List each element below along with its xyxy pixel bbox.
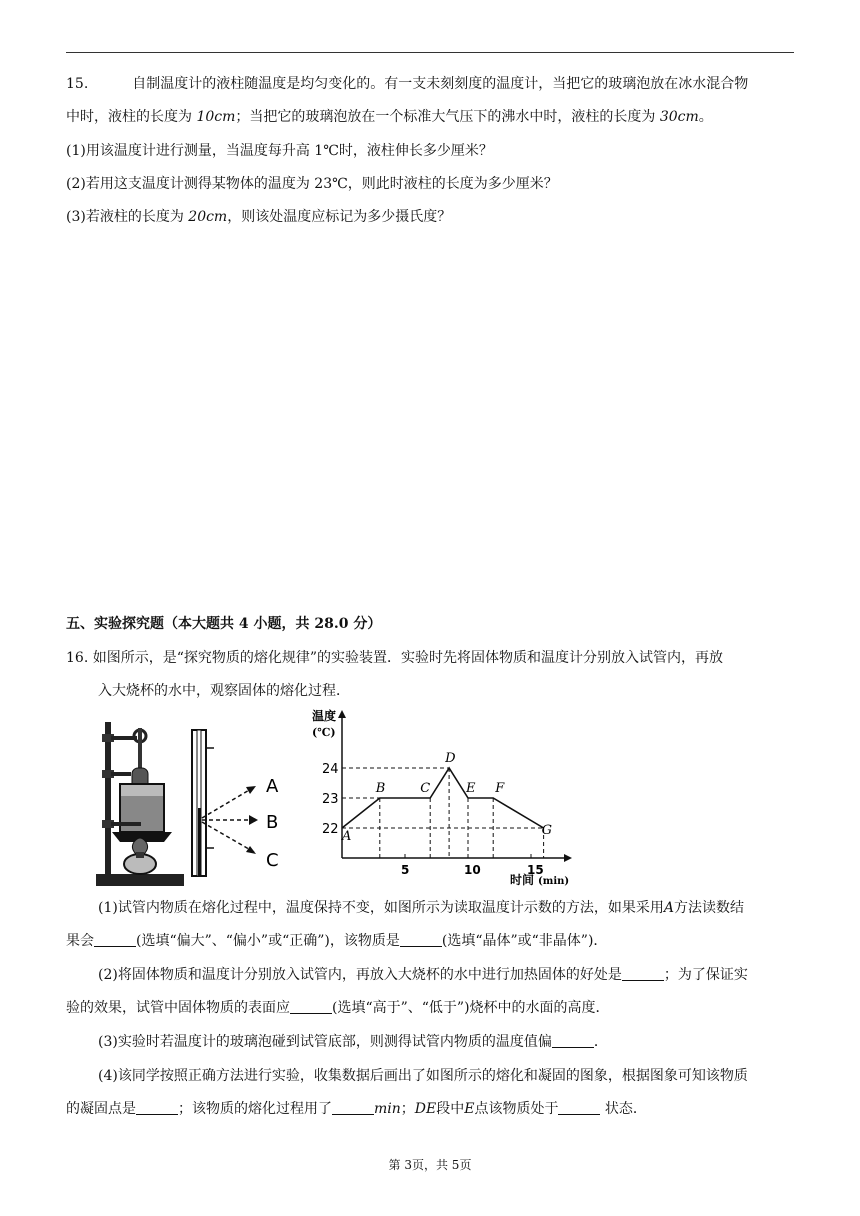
y-tick-label-24: 24 [322, 762, 339, 777]
point-label-C: C [420, 781, 431, 796]
x-tick-label-15: 15 [527, 863, 544, 877]
point-label-B: B [375, 781, 386, 796]
answer-blank-7[interactable] [332, 1100, 374, 1115]
q16-line-1: 16. 如图所示，是“探究物质的熔化规律”的实验装置．实验时先将固体物质和温度计分别放入试管内，再放 [66, 650, 724, 666]
q16-s2-line-2: 验的效果，试管中固体物质的表面应 (选填“高于”、“低于”)烧杯中的水面的高度． [66, 1000, 610, 1016]
q15-number: 15. [66, 76, 89, 92]
thermo-label-c: C [266, 850, 279, 871]
answer-blank-6[interactable] [136, 1100, 178, 1115]
point-label-G: G [541, 823, 552, 838]
answer-blank-1[interactable] [94, 932, 136, 947]
stand-rod [105, 722, 111, 876]
x-tick-label-5: 5 [401, 863, 410, 877]
q16-s4-line-2: 的凝固点是 ；该物质的熔化过程用了 min；DE段中E点该物质处于 状态． [66, 1101, 647, 1117]
answer-blank-4[interactable] [290, 999, 332, 1014]
q15-part-2: (2)若用这支温度计测得某物体的温度为 23℃，则此时液柱的长度为多少厘米？ [66, 176, 558, 192]
q16-s3-line: (3)实验时若温度计的玻璃泡碰到试管底部，则测得试管内物质的温度值偏 ． [98, 1034, 608, 1050]
y-axis-arrow [338, 710, 346, 718]
x-tick-label-10: 10 [464, 863, 481, 877]
page-footer: 第 3页，共 5页 [388, 1158, 472, 1172]
q15-line-2: 中时，液柱的长度为 10cm；当把它的玻璃泡放在一个标准大气压下的沸水中时，液柱的长度为 30cm。 [66, 109, 713, 125]
q16-s1-line-1: (1)试管内物质在熔化过程中，温度保持不变，如图所示为读取温度计示数的方法，如果采用A方法读数结 [98, 900, 744, 916]
q16-s1-line-2: 果会 (选填“偏大”、“偏小”或“正确”)，该物质是 (选填“晶体”或“非晶体”)． [66, 933, 608, 949]
q16-s2-line-1: (2)将固体物质和温度计分别放入试管内，再放入大烧杯的水中进行加热固体的好处是 ；为了保证实 [98, 967, 748, 983]
answer-blank-5[interactable] [552, 1033, 594, 1048]
q16-line-2: 入大烧杯的水中，观察固体的熔化过程． [98, 683, 350, 699]
thermo-label-a: A [266, 776, 279, 797]
flame [132, 838, 147, 854]
apparatus-figure [94, 708, 292, 890]
answer-blank-8[interactable] [558, 1100, 600, 1115]
section-5-heading: 五、实验探究题（本大题共 4 小题，共 28.0 分） [66, 616, 382, 632]
point-label-D: D [445, 751, 456, 766]
answer-blank-2[interactable] [400, 932, 442, 947]
chart-xlabel: 时间 [510, 873, 535, 887]
x-axis-arrow [564, 854, 572, 862]
point-label-E: E [466, 781, 476, 796]
answer-blank-3[interactable] [622, 966, 664, 981]
q15-part-1: (1)用该温度计进行测量，当温度每升高 1℃时，液柱伸长多少厘米？ [66, 143, 493, 159]
y-tick-label-23: 23 [322, 792, 339, 807]
chart-ylabel: 温度 [312, 709, 337, 723]
q15-part-3: (3)若液柱的长度为 20cm，则该处温度应标记为多少摄氏度？ [66, 209, 452, 225]
q15-line-1: 15. 自制温度计的液柱随温度是均匀变化的。有一支未刻刻度的温度计，当把它的玻璃泡放在冰水混合物 [66, 76, 749, 92]
chart-xunit: (min) [538, 876, 570, 887]
sightline-a [202, 786, 256, 818]
header-rule [66, 52, 794, 53]
y-tick-label-22: 22 [322, 822, 339, 837]
thermo-label-b: B [266, 812, 279, 833]
chart-yunit: (℃) [312, 726, 336, 739]
point-label-F: F [495, 781, 505, 796]
melting-chart [304, 706, 580, 890]
q16-s4-line-1: (4)该同学按照正确方法进行实验，收集数据后画出了如图所示的熔化和凝固的图象，根据图象可知该物质 [98, 1068, 748, 1084]
point-label-A: A [342, 829, 352, 844]
